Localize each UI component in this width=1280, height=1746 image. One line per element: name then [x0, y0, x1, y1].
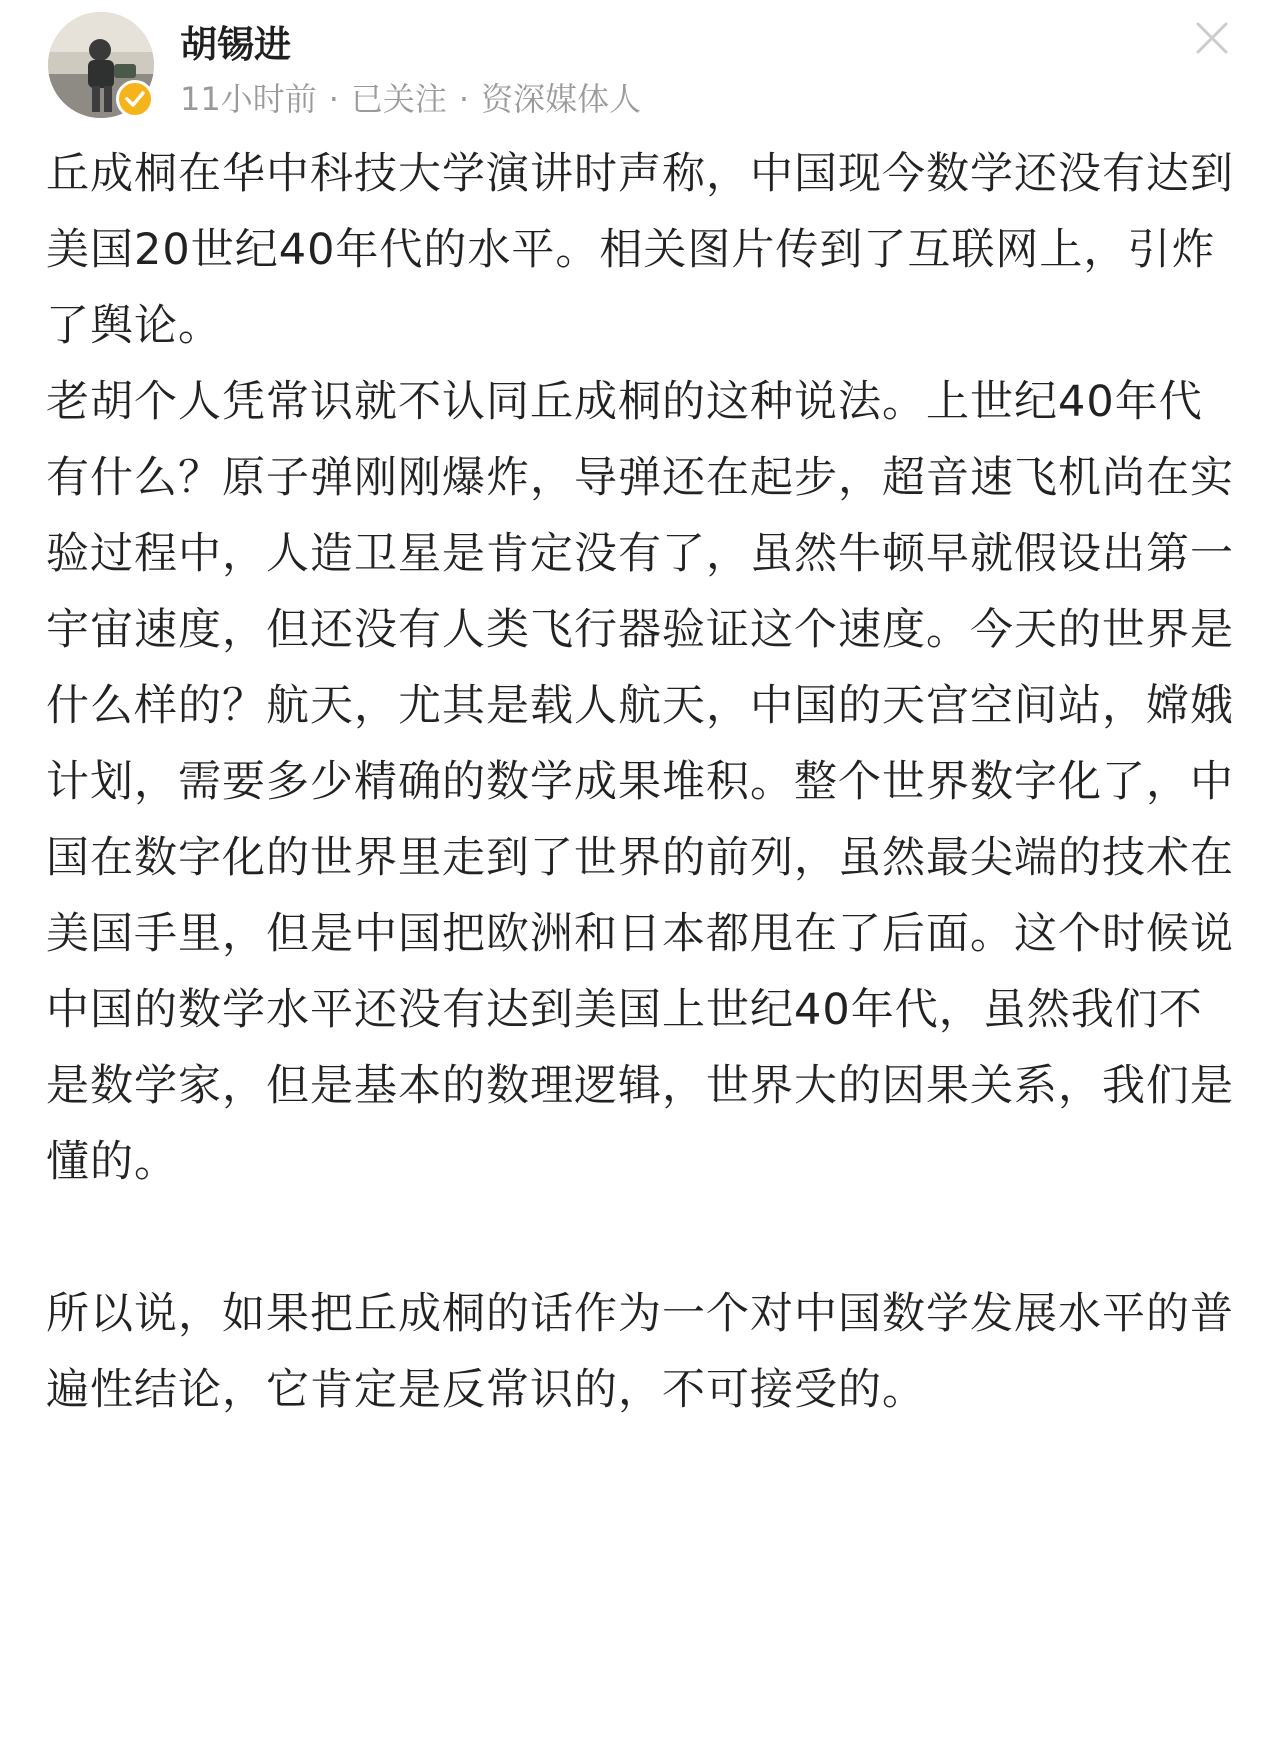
- post-paragraph: 所以说，如果把丘成桐的话作为一个对中国数学发展水平的普遍性结论，它肯定是反常识的，不可接受的。: [46, 1289, 1234, 1415]
- close-icon: [1194, 20, 1230, 56]
- post-paragraph: 丘成桐在华中科技大学演讲时声称，中国现今数学还没有达到美国20世纪40年代的水平。相关图片传到了互联网上，引炸了舆论。: [46, 149, 1234, 351]
- follow-status[interactable]: 已关注: [350, 80, 447, 118]
- post-paragraph: 老胡个人凭常识就不认同丘成桐的这种说法。上世纪40年代有什么？原子弹刚刚爆炸，导弹还在起步，超音速飞机尚在实验过程中，人造卫星是肯定没有了，虽然牛顿早就假设出第一宇宙速度，但还没有人类飞行器验证这个速度。今天的世界是什么样的？航天，尤其是载人航天，中国的天宫空间站，嫦娥计划，需要多少精确的数学成果堆积。整个世界数字化了，中国在数字化的世界里走到了世界的前列，虽然最尖端的技术在美国手里，但是中国把欧洲和日本都甩在了后面。这个时候说中国的数学水平还没有达到美国上世纪40年代，虽然我们不是数学家，但是基本的数理逻辑，世界大的因果关系，我们是懂的。: [46, 377, 1234, 1187]
- post-body: [46, 136, 1238, 1428]
- meta-separator: ·: [328, 80, 339, 118]
- verified-badge-icon: [116, 80, 154, 118]
- paragraph-gap: [46, 1200, 1238, 1276]
- post-time: 11小时前: [180, 80, 317, 118]
- post-meta: [180, 74, 641, 120]
- author-name[interactable]: 胡锡进: [180, 23, 291, 66]
- close-button[interactable]: [1194, 20, 1230, 56]
- meta-separator: ·: [458, 80, 470, 118]
- author-title: 资深媒体人: [481, 80, 642, 118]
- post-header: [0, 0, 1280, 140]
